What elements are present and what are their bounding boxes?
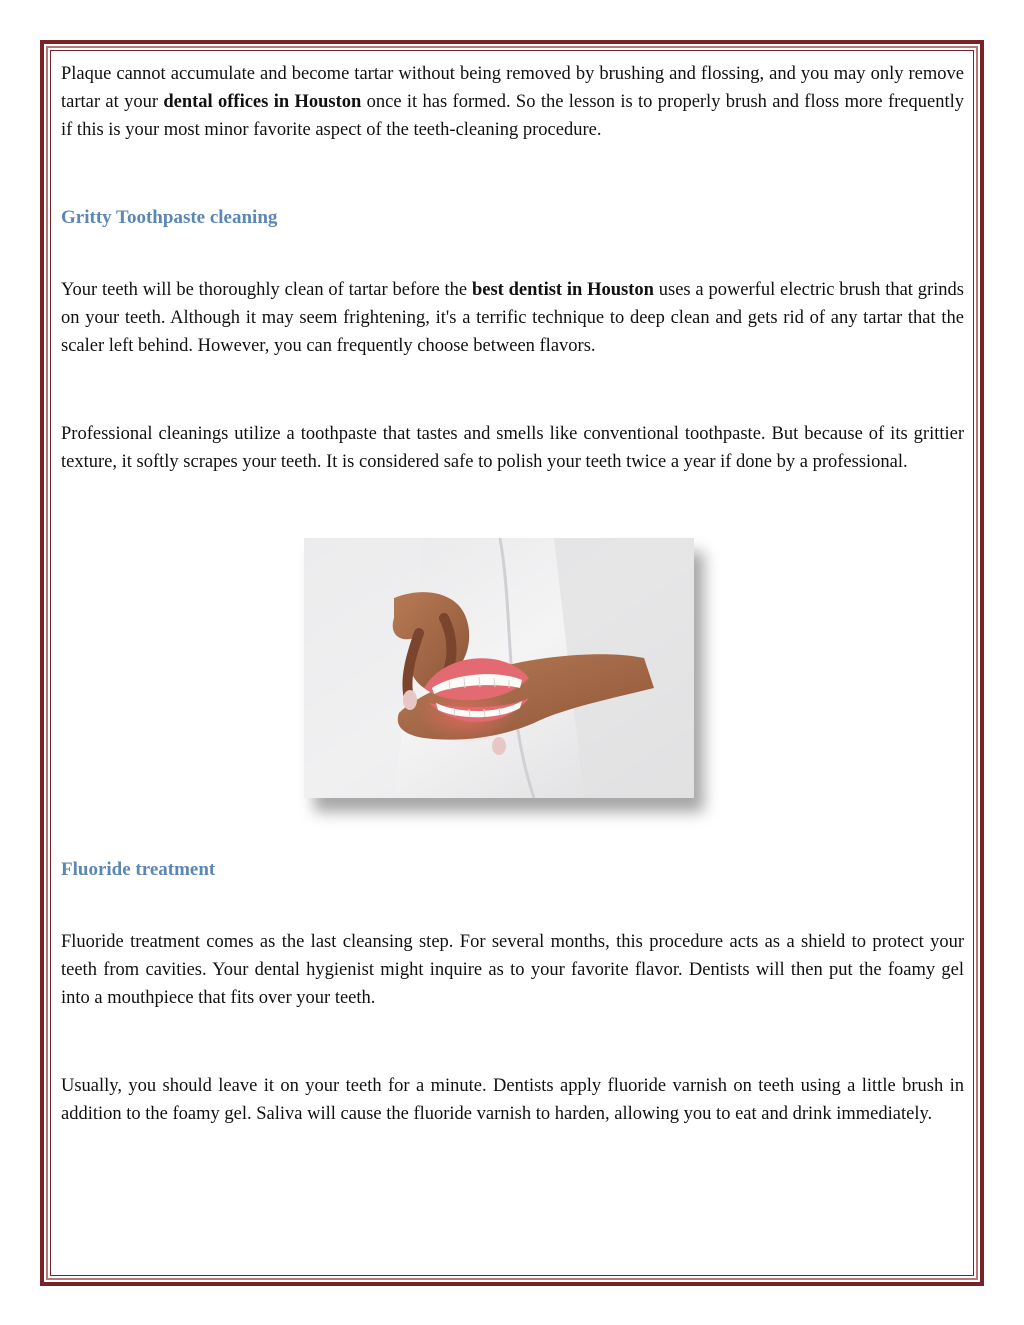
- paragraph-fluoride-varnish: Usually, you should leave it on your teeth for a minute. Dentists apply fluoride varnish on teeth using a little brush in addition to the foamy gel. Saliva will cause the fluoride varnish to harden, allowing you to eat and drink immediately.: [61, 1076, 964, 1124]
- heading-gritty-toothpaste: Gritty Toothpaste cleaning: [61, 207, 278, 228]
- paragraph-best-dentist-text-2: uses a powerful electric brush that grinds on your teeth. Although it may seem frightening, it's a terrific technique to deep clean and gets rid of any tartar that the scaler left behind. However, you can frequently choose between flavors.: [61, 280, 964, 356]
- paragraph-plaque-text-2: once it has formed. So the lesson is to properly brush and floss more frequently if this is your most minor favorite aspect of the teeth-cleaning procedure.: [61, 92, 964, 140]
- best-dentist-bold-text: best dentist in Houston: [471, 280, 654, 300]
- denture-photo: [304, 538, 694, 798]
- paragraph-best-dentist: [61, 276, 964, 360]
- heading-fluoride-treatment: Fluoride treatment: [61, 859, 216, 880]
- paragraph-best-dentist-text-1: Your teeth will be thoroughly clean of tartar before the: [61, 280, 472, 300]
- paragraph-fluoride-treatment: Fluoride treatment comes as the last cleansing step. For several months, this procedure acts as a shield to protect your teeth from cavities. Your dental hygienist might inquire as to your favorite flavor. Dentists will then put the foamy gel into a mouthpiece that fits over your teeth.: [61, 932, 964, 1008]
- paragraph-professional-cleanings: Professional cleanings utilize a toothpaste that tastes and smells like conventional toothpaste. But because of its grittier texture, it softly scrapes your teeth. It is considered safe to polish your teeth twice a year if done by a professional.: [61, 424, 964, 472]
- dental-offices-link-text: dental offices in Houston: [163, 92, 362, 112]
- paragraph-plaque-text-1: Plaque cannot accumulate and become tartar without being removed by brushing and flossing, and you may only remove tartar at your: [61, 64, 964, 112]
- paragraph-plaque: [61, 60, 964, 144]
- denture-photo-illustration: [304, 538, 694, 798]
